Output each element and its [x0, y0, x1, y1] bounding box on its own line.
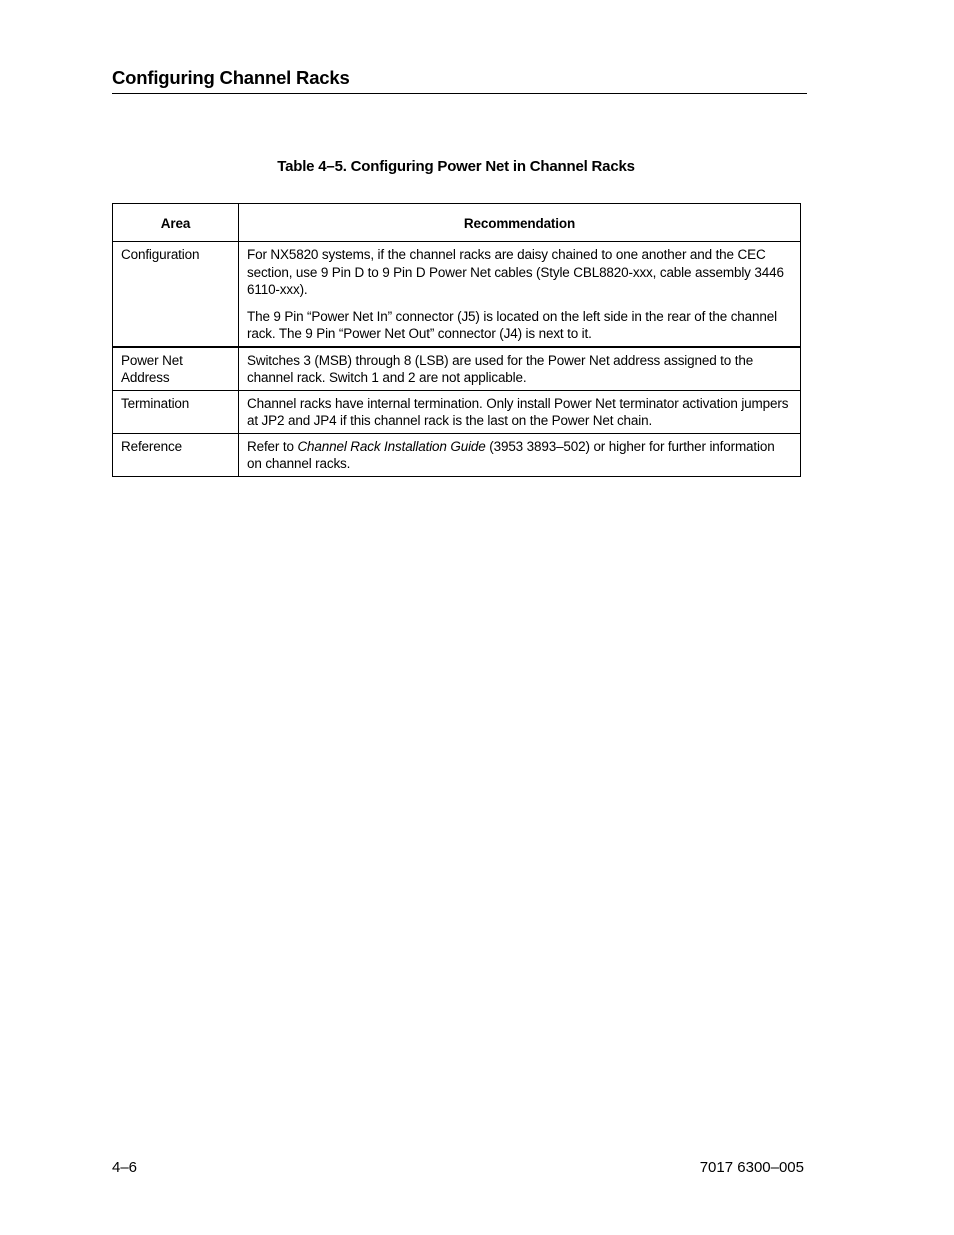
power-net-table-container: [112, 203, 800, 477]
column-header-area: Area: [113, 204, 239, 242]
page-header: [112, 66, 807, 94]
recommendation-paragraph: For NX5820 systems, if the channel racks are daisy chained to one another and the CEC section, use 9 Pin D to 9 Pin D Power Net cables (Style CBL8820-xxx, cable assembly 3446 6110-xxx).: [247, 247, 784, 297]
recommendation-paragraph: Channel racks have internal termination. Only install Power Net terminator activation jumpers at JP2 and JP4 if this channel rack is the last on the Power Net chain.: [247, 395, 789, 428]
recommendation-cell: [239, 347, 801, 391]
reference-prefix: Refer to: [247, 438, 298, 454]
recommendation-paragraph: [247, 438, 792, 473]
recommendation-cell: [239, 390, 801, 433]
area-cell: Reference: [113, 433, 239, 476]
recommendation-cell: [239, 433, 801, 476]
recommendation-paragraph: Switches 3 (MSB) through 8 (LSB) are used for the Power Net address assigned to the channel rack. Switch 1 and 2 are not applicable.: [247, 352, 754, 385]
recommendation-cell: [239, 242, 801, 347]
reference-suffix: (3953 3893–502) or higher for further information on channel racks.: [247, 438, 775, 471]
column-header-recommendation: Recommendation: [239, 204, 801, 242]
table-row: [113, 433, 801, 476]
area-cell: Configuration: [113, 242, 239, 347]
page-number: 4–6: [112, 1159, 138, 1176]
recommendation-paragraph: The 9 Pin “Power Net In” connector (J5) is located on the left side in the rear of the channel rack. The 9 Pin “Power Net Out” connector (J4) is next to it.: [247, 308, 777, 341]
document-number: 7017 6300–005: [699, 1159, 804, 1176]
reference-guide-title: Channel Rack Installation Guide: [297, 438, 486, 454]
page-title: Configuring Channel Racks: [112, 67, 350, 88]
area-cell: Power Net Address: [113, 347, 239, 391]
table-row: [113, 347, 801, 391]
table-caption: Table 4–5. Configuring Power Net in Channel Racks: [277, 158, 635, 175]
table-row: [113, 390, 801, 433]
table-row: [113, 242, 801, 347]
power-net-table: [112, 203, 801, 477]
table-header-row: [113, 204, 801, 242]
area-cell: Termination: [113, 390, 239, 433]
